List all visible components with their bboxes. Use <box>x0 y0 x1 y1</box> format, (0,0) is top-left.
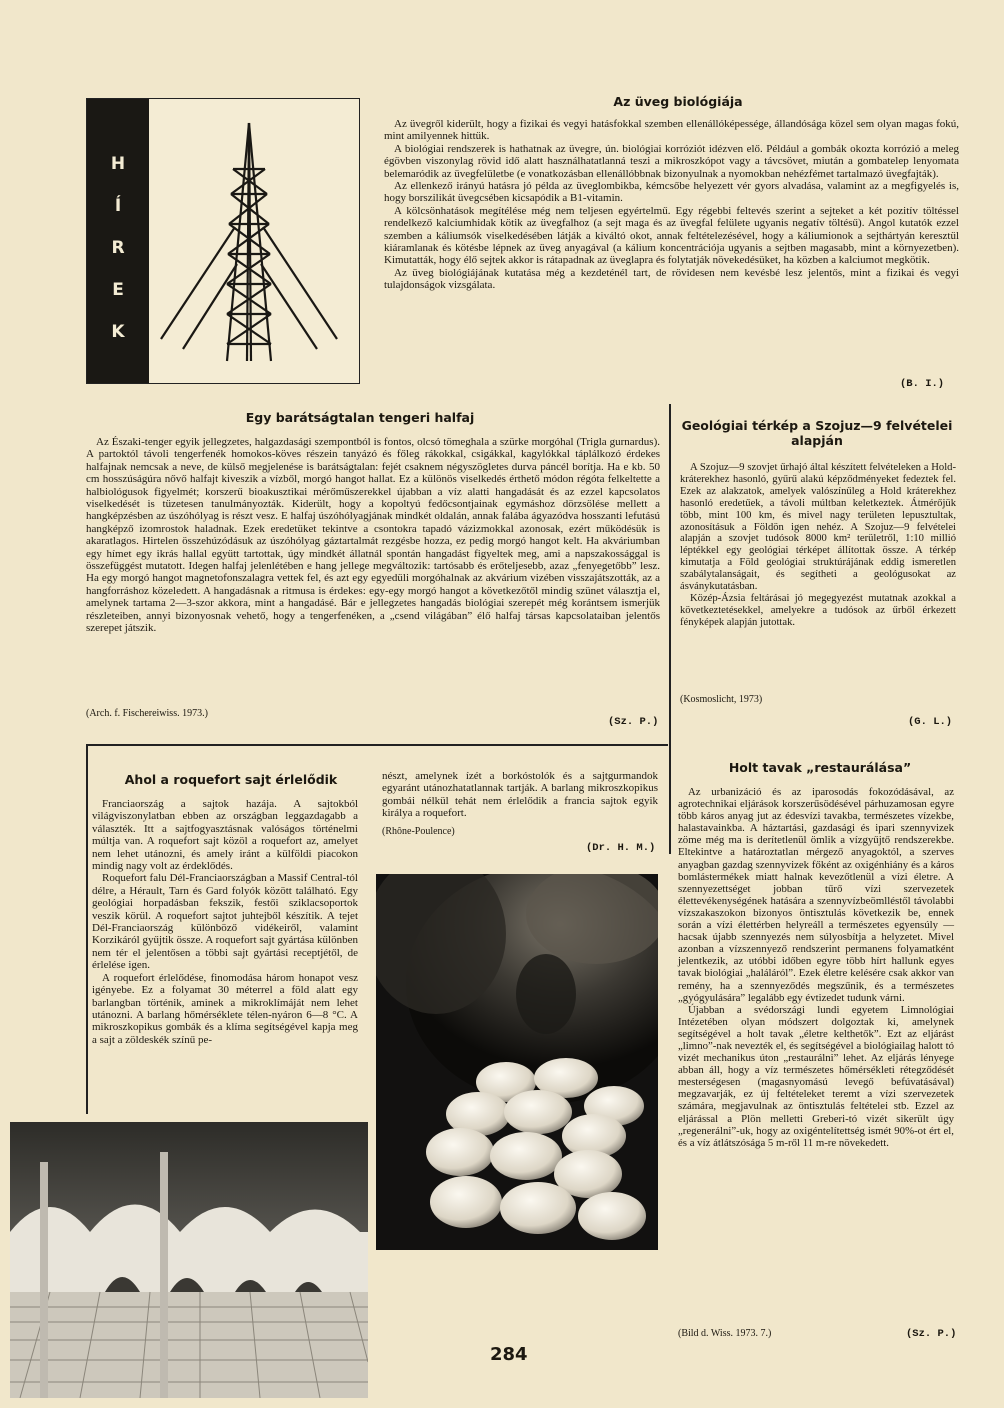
map-signature: (G. L.) <box>908 716 953 728</box>
cheese-article-title: Ahol a roquefort sajt érlelődik <box>124 772 338 787</box>
paragraph: Az urbanizáció és az iparosodás fokozódásával, az agrotechnikai eljárások korszerűsödésével párhuzamosan egyre több káros anyag jut az édesvízi tavakba, természetes vízekbe, halastavainkba. A háztartási, gazdasági és ipari szennyvizek zöme még ma is derítetlenül ömlik a vízgyűjtő rendszerekbe. Eltekintve a határoztatlan mérgező anyagoktól, a szerves anyagban gazdag szennyvizek főként az oxigénhiány és a káros bomlástermékek miatt halnak kevezőtlenül a vízi életre. A szennyezettséget jobban tűrő vízi szervezetek élettevékenységének hatására a szennyvízbeömlléstől távolabbi vízszakaszokon bizonyos öntisztulás következik be, ennek során a vízi élettérben helyreáll a természetes egyensúly — hacsak újabb szennyezés nem súlyosbítja a helyzetet. Mivel azonban a vízszennyező rendszerint permanens folyamatként jelentkezik, az utóbbi időben egyre több hírt hallunk egyes tavak biológiai „haláláról”. Ezek életre kelésére csak akkor van remény, ha a szennyeződés megszűnik, és a természetes „gyógyulására” legalább egy évtizedet tudunk várni. <box>678 786 954 1004</box>
paragraph: Közép-Ázsia feltárásai jó megegyezést mutatnak azokkal a következtetésekkel, amelyekre a tudósok az űrből érkezett fényképek alapján jutottak. <box>680 592 956 628</box>
glass-article-body <box>384 118 959 292</box>
fish-article-title: Egy barátságtalan tengeri halfaj <box>245 410 475 425</box>
cheese-storage-photo <box>10 1122 368 1398</box>
paragraph: Az üvegről kiderült, hogy a fizikai és vegyi hatásfokkal szemben ellenállóképessége, állandósága közel sem olyan magas fokú, mint amilyennek hittük. <box>384 118 959 143</box>
cheese-cave-photo <box>376 874 658 1250</box>
logo-letter: K <box>111 322 125 342</box>
map-source: (Kosmoslicht, 1973) <box>680 694 763 705</box>
paragraph: A Szojuz—9 szovjet űrhajó által készített felvételeken a Hold-kráterekhez hasonló, gyűrű alakú képződményeket fedeztek fel. Ezek az alakzatok, amelyek valószínűleg a Hold kráterekhez hasonló eredetűek, a távoli múltban keletkeztek. Átmérőjük több, mint 100 km, és mivel nagy területen lepusztultak, azonosításuk a Földön igen nehéz. A Szojuz—9 felvételei alapján a szovjet tudósok 8000 km² területről, 1:10 millió léptékkel egy geológiai térképet állítottak össze. A térkép kimutatja a Föld geológiai struktúrájának eddig ismeretlen szabálytalanságait, és segítheti a geológusokat az ásványkutatásban. <box>680 462 956 593</box>
fish-source: (Arch. f. Fischereiwiss. 1973.) <box>86 708 208 719</box>
paragraph: A roquefort érlelődése, finomodása három honapot vesz igényebe. Ez a folyamat 30 méterrel a föld alatt egy barlangban történik, aminek a mikroklímáját nem lehet utánozni. A barlang hőmérséklete télen-nyáron 6—8 °C. A mikroszkopikus gombák és a klíma segítségével kapja meg a sajt a zöldeskék színű pe- <box>92 971 358 1046</box>
logo-letter: H <box>110 154 126 174</box>
lakes-signature: (Sz. P.) <box>906 1328 957 1340</box>
paragraph: A biológiai rendszerek is hathatnak az üvegre, ún. biológiai korróziót idézven elő. Például a gombák okozta korrózió a meleg égövben viszonylag rövid idő alatt használhatatlanná teszi a mikroszkópot vagy a távcsövet, miután a gombatelep lenyomata belemaródik az üvegfelületbe (e vonatkozásban ellenállóbbnak bizonyulnak a nyomokban nehézfémet tartalmazó üvegfajták). <box>384 142 959 180</box>
paragraph: Az Északi-tenger egyik jellegzetes, halgazdasági szempontból is fontos, olcsó tömeghala a szürke morgóhal (Trigla gurnardus). A partoktól távoli tengerfenék homokos-köves részein tanyázó és főleg rákokkal, csigákkal, kagylókkal táplálkozó érdekes halfajnak nemcsak a neve, de külső megjelenése is barátságtalan: fejét csaknem négyszögletes durva páncél borítja. Ha e kb. 50 cm hosszúságúra nővő halfajt kiveszik a vízből, morgó hangot hallat. Ez a különös viselkedés érthető módon régóta felkeltette a halbiológusok figyelmét; korszerű bioakusztikai mérőműszerekkel újabban a víz alatti hangadását és az ezzel kapcsolatos viselkedését is tüzetesen tanulmányozták. Kiderült, hogy a kopoltyú fedőcsontjainak egymáshoz dörzsölése mellett a hangképzésben az úszóhólyag is részt vesz. E halfaj úszóhólyagjának mindkét oldalán, annak falába ágyazódva hosszanti lefutású hangképző izomrostok haladnak. Ezek eredetüket tekintve a csontokra tapadó vázizmokkal azonosak, ezért működésük is akaratlagos. Hirtelen összehúzódásuk az úszóhólyag gáztartalmát rezgésbe hozza, ez pedig morgó hangot kelt. Ha akváriumban egy hímet egy ikrás hallal együtt tartottak, úgy mindkét állatnál spontán hangadást figyeltek meg, ami a napszakossággal is összefüggést mutatott. Idegen halfaj jelenlétében e hang jellege megváltozik: tartósabb és erőteljesebb, azaz „fenyegetőbb” lesz. Ha egy morgó hangot magnetofonszalagra vettek fel, és azt egy egyedüli morgóhalnak az akvárium vizében visszajátszották, az a hangforráshoz közeledett. A hangadásnak a ritmusa is érdekes: egy-egy morgó hangot a következőtől mindig szünet választja el, amelynek tartama 2—3-szor akkora, mint a hangadásé. Bár e jellegzetes hangadás biológiai szerepét még korántsem ismerjük részleteiben, annyi bizonyosnak vehető, hogy a tengerfenéken, a „csend világában” élő halfaj társas kapcsolataiban jelentős szerepet játszik. <box>86 436 660 635</box>
column-divider <box>669 404 671 744</box>
lakes-article-title: Holt tavak „restaurálása” <box>728 760 912 775</box>
cheese-article-col1 <box>92 798 358 1046</box>
cheese-article-col2 <box>382 770 658 820</box>
hirek-logo <box>86 98 360 384</box>
fish-signature: (Sz. P.) <box>608 716 659 728</box>
cheese-source: (Rhône-Poulence) <box>382 826 455 837</box>
paragraph: nészt, amelynek ízét a borkóstolók és a sajtgurmandok egyaránt utánozhatatlannak tartják. A barlang mikroszkopikus gombái nélkül tehát nem érlelődik a francia sajtok egyik királya a roquefort. <box>382 770 658 820</box>
paragraph: Roquefort falu Dél-Franciaországban a Massif Central-tól délre, a Hérault, Tarn és Gard folyók között található. Egy geológiai horpadásban fekszik, festői sziklacsoportok veszik körül. A roquefort sajtot juhtejből készítik. A tejet Dél-Franciaország különböző vidékeiről, valamint Korzikáról gyűjtik össze. A roquefort sajt gyártása különben nem tér el jelentősen a többi sajt gyártási receptjétől, de érlelése igen. <box>92 872 358 972</box>
logo-letter: Í <box>114 196 122 216</box>
paragraph: Az üveg biológiájának kutatása még a kezdeténél tart, de rövidesen nem kevésbé lesz jelentős, mint a fizikai és vegyi tulajdonságok vizsgálata. <box>384 266 959 292</box>
logo-band <box>87 99 149 383</box>
box-right-edge <box>669 744 671 854</box>
map-article-body <box>680 462 956 629</box>
glass-signature: (B. I.) <box>900 378 945 390</box>
fish-article-body <box>86 436 660 635</box>
page-number: 284 <box>490 1344 528 1365</box>
lakes-source: (Bild d. Wiss. 1973. 7.) <box>678 1328 772 1339</box>
paragraph: Újabban a svédországi lundi egyetem Limnológiai Intézetében olyan módszert dolgoztak ki, amelynek segítségével a holt tavak „életre kelthetők”. Ezt az eljárást „limno”-nak nevezték el, és segítségével a biológiailag halott tó vizét mechanikus úton „restaurálni” lehet. Az eljárás lényege abban áll, hogy a víz természetes hőmérsékleti rétegződését mesterségesen (magasnyomású levegő befúvatásával) megzavarják, ez új feltételeket teremt a vízi szervezetek számára, megjavulnak az öntisztulás feltételei stb. Ezzel az eljárással a Plön melletti Greberi-tó vizét sikerült úgy „regenerálni”-uk, hogy az oxigéntelítettség ismét 90%-ot ért el, és a víz átlátszósága 5 m-ről 11 m-re növekedett. <box>678 1003 954 1149</box>
antenna-tower-icon <box>149 99 359 383</box>
paragraph: Franciaország a sajtok hazája. A sajtokból világviszonylatban ebben az országban leggazdagabb a választék. Itt a sajtfogyasztásnak valóságos történelmi múltja van. A roquefort sajt közöl a roquefort az, amelyet nem lehet utánozni, és amely iránt a külföldi piacokon mindig nagy volt az érdeklődés. <box>92 798 358 873</box>
box-left-edge <box>86 744 88 1114</box>
paragraph: A kölcsönhatások megítélése még nem teljesen egyértelmű. Egy régebbi feltevés szerint a sejteket a két pozitív töltéssel rendelkező kalciumhidak kötik az üvegfalhoz (a sejt maga és az üvegfal felülete ugyanis negatív töltésű). Angol kutatók ezzel szemben a káliumsók viselkedésében látják a kiváltó okot, annak feltételezésével, hogy a káliumionok a sejthártyán keresztül kiáramlanak és kötésbe lépnek az üveg anyagával (a kálium koncentrációja ugyanis a sejtben magasabb, mint a környezetben). Kimutatták, hogy élő sejtek akkor is rátapadnak az üveglapra és folytatják növekedésüket, ha közben a kalciumot megkötik. <box>384 204 959 267</box>
section-divider <box>86 744 668 746</box>
logo-letter: E <box>112 280 124 300</box>
glass-article-title: Az üveg biológiája <box>613 94 743 109</box>
paragraph: Az ellenkező irányú hatásra jó példa az üveglombikba, kémcsőbe helyezett vér gyors alvadása, valamint az a megfigyelés is, hogy borszilikát üvegcsében kicsapódik a B1-vitamin. <box>384 180 959 205</box>
logo-letter: R <box>111 238 125 258</box>
lakes-article-body <box>678 786 954 1149</box>
map-article-title: Geológiai térkép a Szojuz—9 felvételei alapján <box>681 418 953 448</box>
cheese-signature: (Dr. H. M.) <box>586 842 656 854</box>
